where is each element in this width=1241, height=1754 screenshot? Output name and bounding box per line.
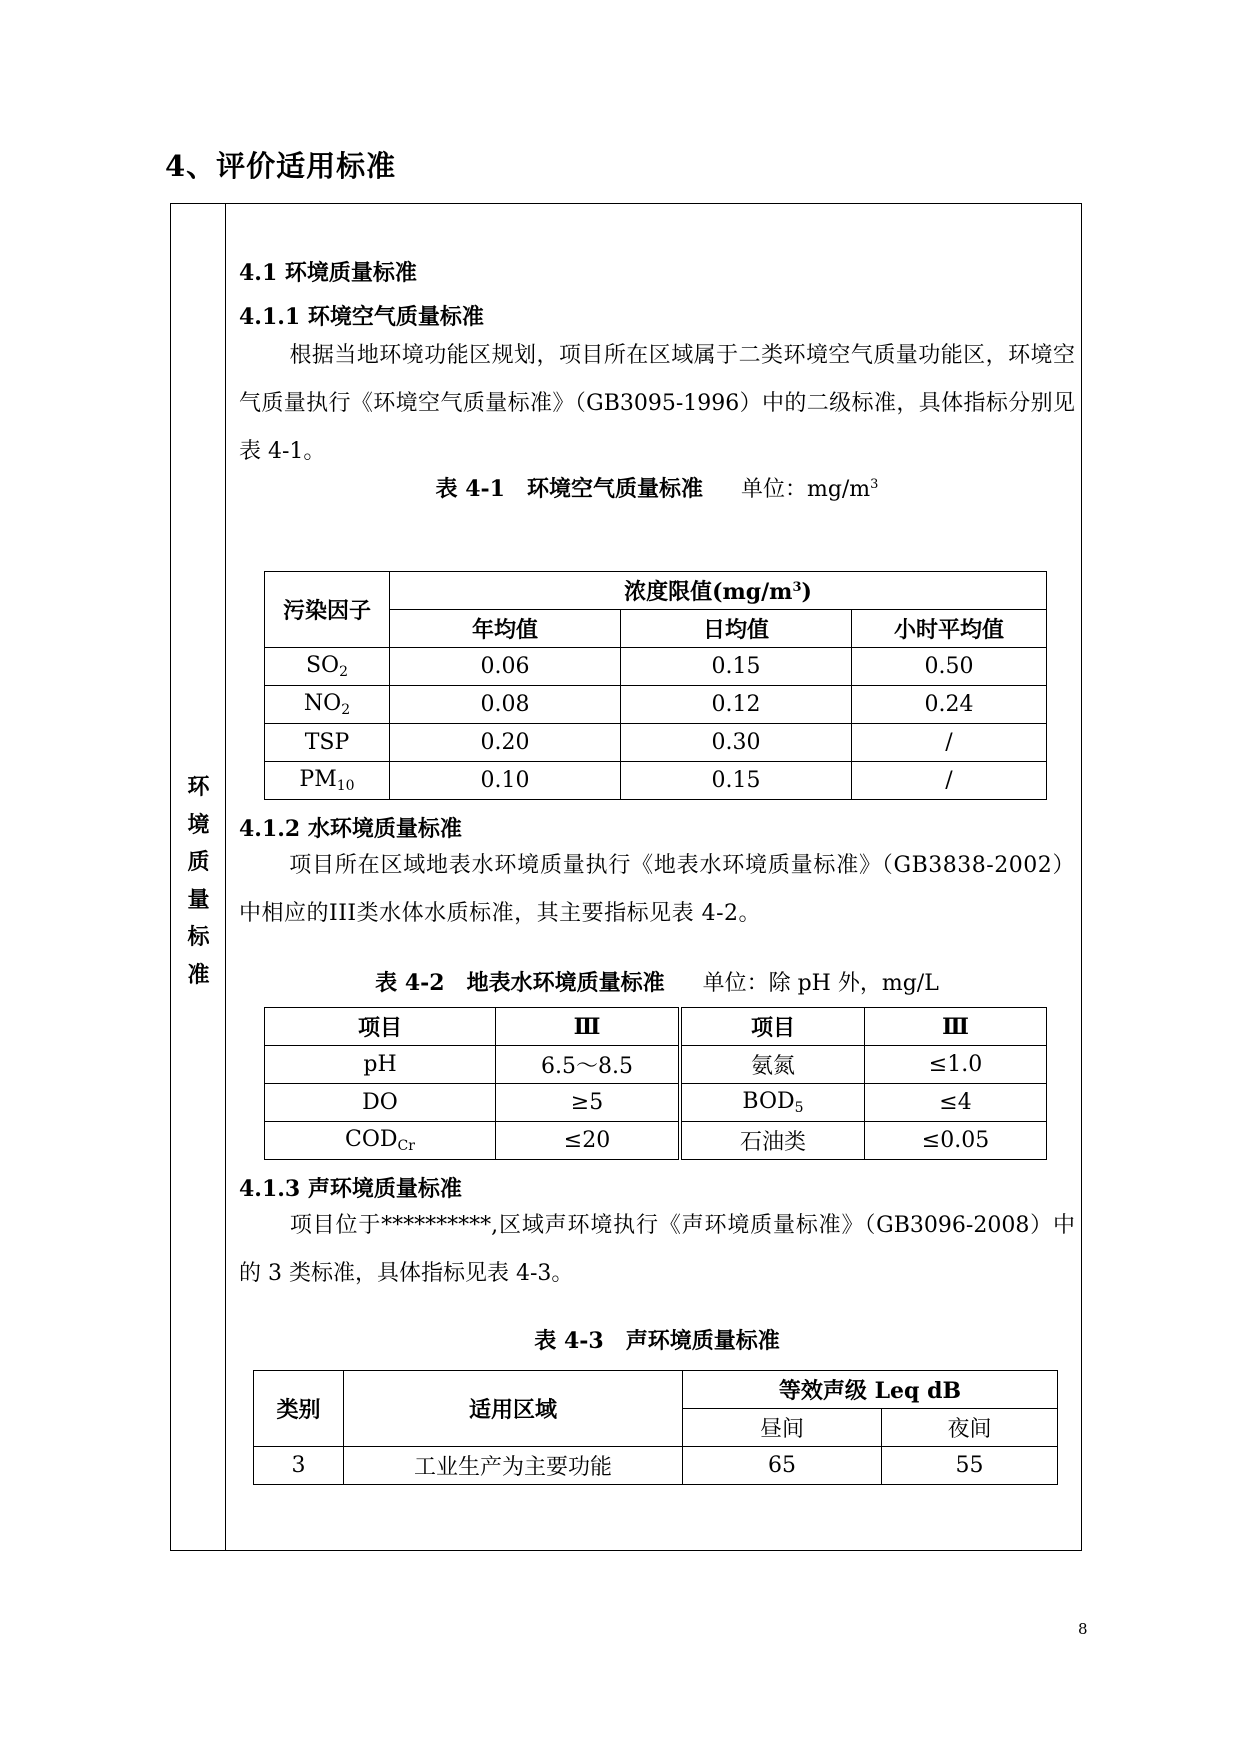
side-char: 量 — [187, 886, 210, 913]
table3-title: 表 4-3 声环境质量标准 — [534, 1328, 780, 1354]
item-sub: Cr — [397, 1138, 415, 1154]
water-quality-text: 项目所在区域地表水环境质量执行《地表水环境质量标准》（GB3838-2002）中相应的III类水体水质标准，其主要指标见表 4-2。 — [239, 853, 1075, 926]
table1-header-factor: 污染因子 — [265, 572, 390, 648]
noise-quality-paragraph — [239, 1202, 1075, 1298]
table-row — [265, 1122, 1047, 1160]
table3-caption — [239, 1324, 1075, 1355]
table-row — [265, 648, 1047, 686]
noise-quality-table — [253, 1370, 1058, 1485]
section-4-1-1-title: 4.1.1 环境空气质量标准 — [239, 304, 484, 330]
table1-header-group-text: 浓度限值(mg/m — [624, 579, 793, 605]
water-quality-paragraph — [239, 842, 1075, 938]
category-cell: 3 — [254, 1447, 344, 1485]
table2-header-class-2: Ⅲ — [865, 1008, 1047, 1046]
value-cell: 0.50 — [852, 648, 1047, 686]
pollutant-base: TSP — [304, 730, 350, 755]
value-cell: ≤1.0 — [865, 1046, 1047, 1084]
section-4-1-2-title: 4.1.2 水环境质量标准 — [239, 816, 462, 842]
table2-title: 表 4-2 地表水环境质量标准 — [375, 970, 665, 996]
table-row — [265, 1046, 1047, 1084]
value-cell: 0.12 — [621, 686, 852, 724]
side-column — [171, 204, 226, 1550]
page-number: 8 — [1078, 1620, 1088, 1638]
noise-quality-text: 项目位于**********,区域声环境执行《声环境质量标准》（GB3096-2008）中的 3 类标准，具体指标见表 4-3。 — [239, 1213, 1075, 1286]
value-cell: 0.10 — [390, 762, 621, 800]
side-char: 境 — [187, 811, 210, 838]
table3-header-day: 昼间 — [683, 1409, 882, 1447]
item-cell — [680, 1084, 865, 1122]
section-4-1-3-title: 4.1.3 声环境质量标准 — [239, 1176, 462, 1202]
value-cell: 55 — [882, 1447, 1058, 1485]
page-heading: 4、评价适用标准 — [165, 149, 397, 183]
air-quality-text: 根据当地环境功能区规划，项目所在区域属于二类环境空气质量功能区，环境空气质量执行《环境空气质量标准》（GB3095-1996）中的二级标准，具体指标分别见表 4-1。 — [239, 343, 1075, 464]
section-4-1-title: 4.1 环境质量标准 — [239, 260, 417, 286]
value-cell: 0.15 — [621, 762, 852, 800]
table-row — [265, 686, 1047, 724]
item-cell: 石油类 — [680, 1122, 865, 1160]
pollutant-sub: 2 — [341, 702, 351, 718]
item-cell: 氨氮 — [680, 1046, 865, 1084]
pollutant-cell — [265, 648, 390, 686]
table1-header-group-sup: 3 — [792, 580, 802, 595]
item-cell — [265, 1122, 496, 1160]
pollutant-base: NO — [303, 691, 342, 716]
pollutant-cell — [265, 762, 390, 800]
table1-header-group — [390, 572, 1047, 610]
table1-header-hourly: 小时平均值 — [852, 610, 1047, 648]
value-cell: 0.06 — [390, 648, 621, 686]
value-cell: ≤4 — [865, 1084, 1047, 1122]
table-row — [265, 1084, 1047, 1122]
pollutant-base: PM — [299, 767, 337, 792]
value-cell: 0.15 — [621, 648, 852, 686]
value-cell: / — [852, 724, 1047, 762]
table1-caption — [239, 472, 1075, 503]
table2-unit: 单位：除 pH 外，mg/L — [702, 971, 939, 996]
side-char: 标 — [187, 924, 210, 950]
table1-header-annual: 年均值 — [390, 610, 621, 648]
content-area — [239, 204, 1075, 1550]
table3-header-area: 适用区域 — [344, 1371, 683, 1447]
side-label — [171, 769, 226, 994]
table2-header-item-2: 项目 — [680, 1008, 865, 1046]
pollutant-cell — [265, 724, 390, 762]
table1-unit-text: 单位：mg/m — [740, 477, 871, 502]
pollutant-sub: 10 — [336, 778, 355, 794]
table1-header-group-end: ) — [801, 579, 812, 605]
item-cell: pH — [265, 1046, 496, 1084]
value-cell: 0.08 — [390, 686, 621, 724]
table1-title: 表 4-1 环境空气质量标准 — [435, 476, 703, 502]
value-cell: 0.30 — [621, 724, 852, 762]
air-quality-paragraph — [239, 332, 1075, 476]
table2-header-class: Ⅲ — [496, 1008, 681, 1046]
item-sub: 5 — [794, 1100, 804, 1116]
value-cell: / — [852, 762, 1047, 800]
value-cell: 0.24 — [852, 686, 1047, 724]
pollutant-sub: 2 — [339, 664, 349, 680]
pollutant-base: SO — [305, 653, 340, 678]
side-char: 准 — [187, 961, 210, 988]
value-cell: 0.20 — [390, 724, 621, 762]
table-row — [265, 762, 1047, 800]
area-cell: 工业生产为主要功能 — [344, 1447, 683, 1485]
value-cell: 65 — [683, 1447, 882, 1485]
item-base: COD — [345, 1127, 398, 1152]
standards-frame — [170, 203, 1082, 1551]
air-quality-table — [264, 571, 1047, 800]
water-quality-table — [264, 1007, 1047, 1160]
table2-caption — [239, 966, 1075, 997]
side-char: 质 — [187, 849, 210, 875]
table2-header-item: 项目 — [265, 1008, 496, 1046]
value-cell: 6.5～8.5 — [496, 1046, 681, 1084]
side-char: 环 — [187, 774, 210, 800]
table3-header-group: 等效声级 Leq dB — [683, 1371, 1058, 1409]
value-cell: ≤20 — [496, 1122, 681, 1160]
table3-header-category: 类别 — [254, 1371, 344, 1447]
table3-header-night: 夜间 — [882, 1409, 1058, 1447]
table1-unit — [741, 477, 879, 502]
value-cell: ≤0.05 — [865, 1122, 1047, 1160]
table1-unit-sup: 3 — [870, 477, 879, 492]
pollutant-cell — [265, 686, 390, 724]
table-row — [254, 1447, 1058, 1485]
item-cell: DO — [265, 1084, 496, 1122]
table-row — [265, 724, 1047, 762]
value-cell: ≥5 — [496, 1084, 681, 1122]
table1-header-daily: 日均值 — [621, 610, 852, 648]
item-base: BOD — [742, 1089, 795, 1114]
